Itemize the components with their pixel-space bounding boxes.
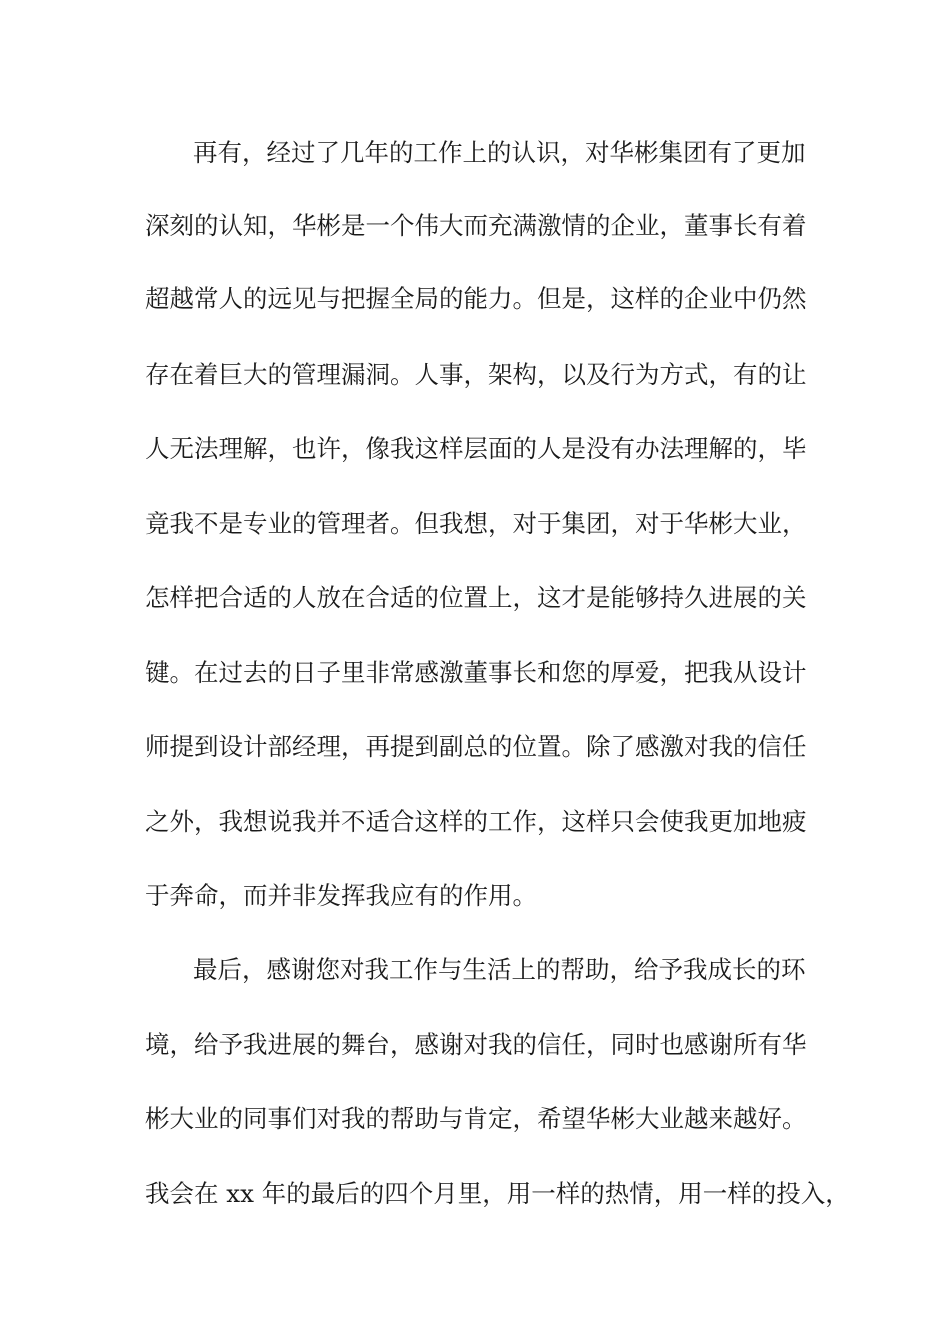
paragraph-2-line-2: 境，给予我进展的舞台，感谢对我的信任，同时也感谢所有华	[145, 1030, 807, 1059]
paragraph-1-line-6: 竟我不是专业的管理者。但我想，对于集团，对于华彬大业，	[145, 509, 807, 538]
paragraph-2-line-3: 彬大业的同事们对我的帮助与肯定，希望华彬大业越来越好。	[145, 1104, 807, 1133]
paragraph-1-line-1: 再有，经过了几年的工作上的认识，对华彬集团有了更加	[193, 138, 806, 167]
paragraph-1-line-5: 人无法理解，也许，像我这样层面的人是没有办法理解的，毕	[145, 434, 807, 463]
paragraph-2-line-4: 我会在 xx 年的最后的四个月里，用一样的热情，用一样的投入，	[145, 1179, 850, 1208]
paragraph-2-line-1: 最后，感谢您对我工作与生活上的帮助，给予我成长的环	[193, 955, 806, 984]
paragraph-1-line-10: 之外，我想说我并不适合这样的工作，这样只会使我更加地疲	[145, 807, 807, 836]
paragraph-1-line-7: 怎样把合适的人放在合适的位置上，这才是能够持久进展的关	[145, 583, 807, 612]
paragraph-1-line-4: 存在着巨大的管理漏洞。人事，架构，以及行为方式，有的让	[145, 360, 807, 389]
paragraph-1-line-9: 师提到设计部经理，再提到副总的位置。除了感激对我的信任	[145, 732, 807, 761]
paragraph-1-line-2: 深刻的认知，华彬是一个伟大而充满激情的企业，董事长有着	[145, 211, 807, 240]
paragraph-1-line-8: 键。在过去的日子里非常感激董事长和您的厚爱，把我从设计	[145, 658, 807, 687]
paragraph-1-line-3: 超越常人的远见与把握全局的能力。但是，这样的企业中仍然	[145, 284, 807, 313]
paragraph-1-line-11: 于奔命，而并非发挥我应有的作用。	[145, 881, 537, 910]
